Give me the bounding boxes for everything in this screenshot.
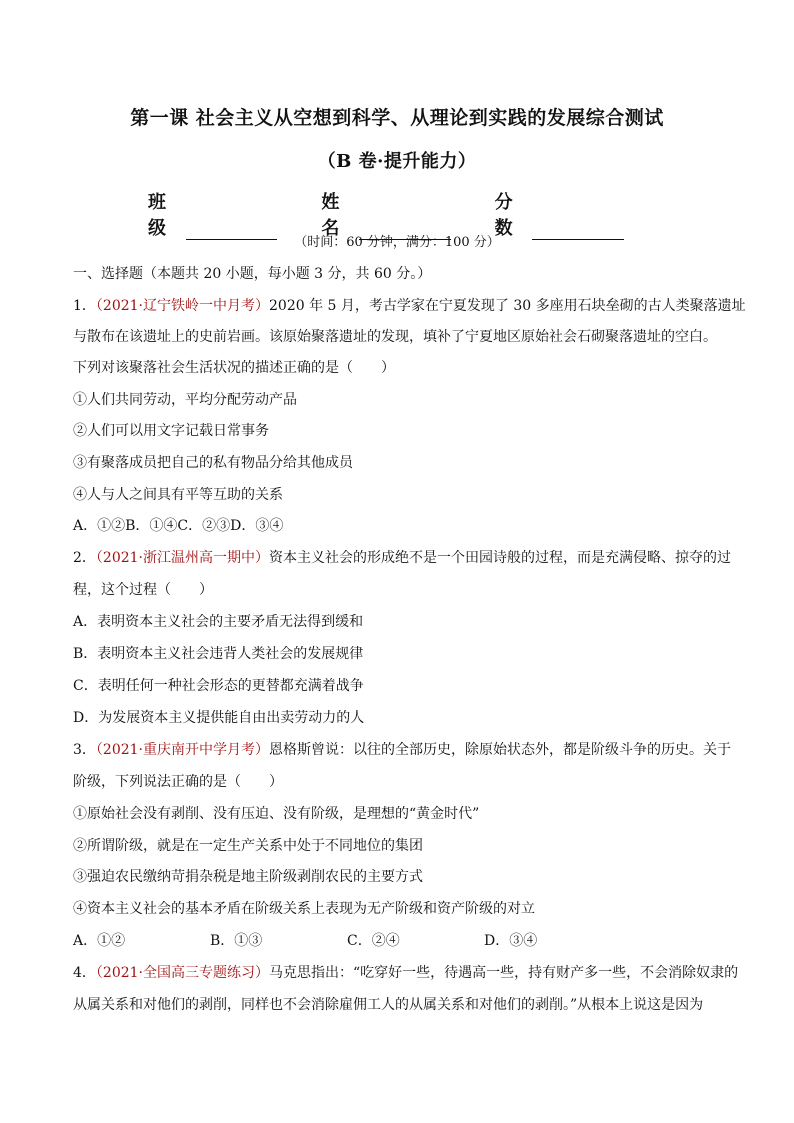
question-1-line-1: [73, 295, 746, 315]
question-1-line-2: 与散布在该遗址上的史前岩画。该原始聚落遗址的发现，填补了宁夏地区原始社会石砌聚落遗址的空白。: [73, 329, 717, 345]
answer-option: D．为发展资本主义提供能自由出卖劳动力的人: [73, 710, 365, 726]
answer-option: C．表明任何一种社会形态的更替都充满着战争: [73, 678, 364, 694]
section-heading: 一、选择题（本题共 20 小题，每小题 3 分，共 60 分。）: [73, 266, 432, 282]
page-title: 第一课 社会主义从空想到科学、从理论到实践的发展综合测试: [130, 107, 664, 129]
question-number: 2．: [73, 550, 96, 566]
time-note: （时间：60 分钟，满分：100 分）: [294, 235, 500, 250]
question-4-line-2: 从属关系和对他们的剥削，同样也不会消除雇佣工人的从属关系和对他们的剥削。”从根本上说这是因为: [73, 997, 704, 1013]
answer-options: [73, 930, 537, 950]
page-subtitle: （B 卷·提升能力）: [317, 151, 477, 172]
statement-item: ④人与人之间具有平等互助的关系: [73, 487, 283, 503]
question-source: （2021·浙江温州高一期中）: [95, 550, 270, 566]
question-number: 1．: [73, 298, 96, 314]
statement-item: ①人们共同劳动，平均分配劳动产品: [73, 392, 297, 408]
question-4-line-1: [73, 962, 738, 982]
question-3-line-1: [73, 739, 731, 759]
answer-option: A．①②: [73, 933, 126, 949]
question-stem: 恩格斯曾说：以往的全部历史，除原始状态外，都是阶级斗争的历史。关于: [269, 742, 732, 758]
question-1-line-3: 下列对该聚落社会生活状况的描述正确的是（ ）: [73, 360, 395, 376]
class-label: 班级: [148, 192, 166, 239]
question-number: 4．: [73, 965, 96, 981]
question-stem: 2020 年 5 月，考古学家在宁夏发现了 30 多座用石块垒砌的古人类聚落遗址: [269, 298, 746, 314]
question-source: （2021·辽宁铁岭一中月考）: [95, 298, 270, 314]
question-number: 3．: [73, 742, 96, 758]
statement-item: ③有聚落成员把自己的私有物品分给其他成员: [73, 455, 353, 471]
question-stem: 马克思指出：“吃穿好一些，待遇高一些，持有财产多一些，不会消除奴隶的: [269, 965, 739, 981]
question-2-line-1: [73, 547, 731, 567]
statement-item: ③强迫农民缴纳苛捐杂税是地主阶级剥削农民的主要方式: [73, 869, 423, 885]
statement-item: ②人们可以用文字记载日常事务: [73, 423, 269, 439]
question-2-line-2: 程，这个过程（ ）: [73, 582, 213, 598]
answer-option: B．表明资本主义社会违背人类社会的发展规律: [73, 646, 364, 662]
answer-option: C．②④: [347, 933, 400, 949]
answer-option: A．表明资本主义社会的主要矛盾无法得到缓和: [73, 614, 364, 630]
question-source: （2021·全国高三专题练习）: [95, 965, 270, 981]
statement-item: ④资本主义社会的基本矛盾在阶级关系上表现为无产阶级和资产阶级的对立: [73, 901, 535, 917]
answer-option: B．①③: [210, 933, 263, 949]
question-source: （2021·重庆南开中学月考）: [95, 742, 270, 758]
question-stem: 资本主义社会的形成绝不是一个田园诗般的过程，而是充满侵略、掠夺的过: [269, 550, 732, 566]
statement-item: ②所谓阶级，就是在一定生产关系中处于不同地位的集团: [73, 838, 423, 854]
answer-options: A．①②B．①④C．②③D．③④: [73, 518, 284, 534]
question-3-line-2: 阶级，下列说法正确的是（ ）: [73, 774, 283, 790]
answer-option: D．③④: [484, 933, 538, 949]
name-label: 姓名: [321, 192, 340, 239]
statement-item: ①原始社会没有剥削、没有压迫、没有阶级，是理想的“黄金时代”: [73, 806, 480, 822]
score-label: 分数: [494, 192, 513, 239]
